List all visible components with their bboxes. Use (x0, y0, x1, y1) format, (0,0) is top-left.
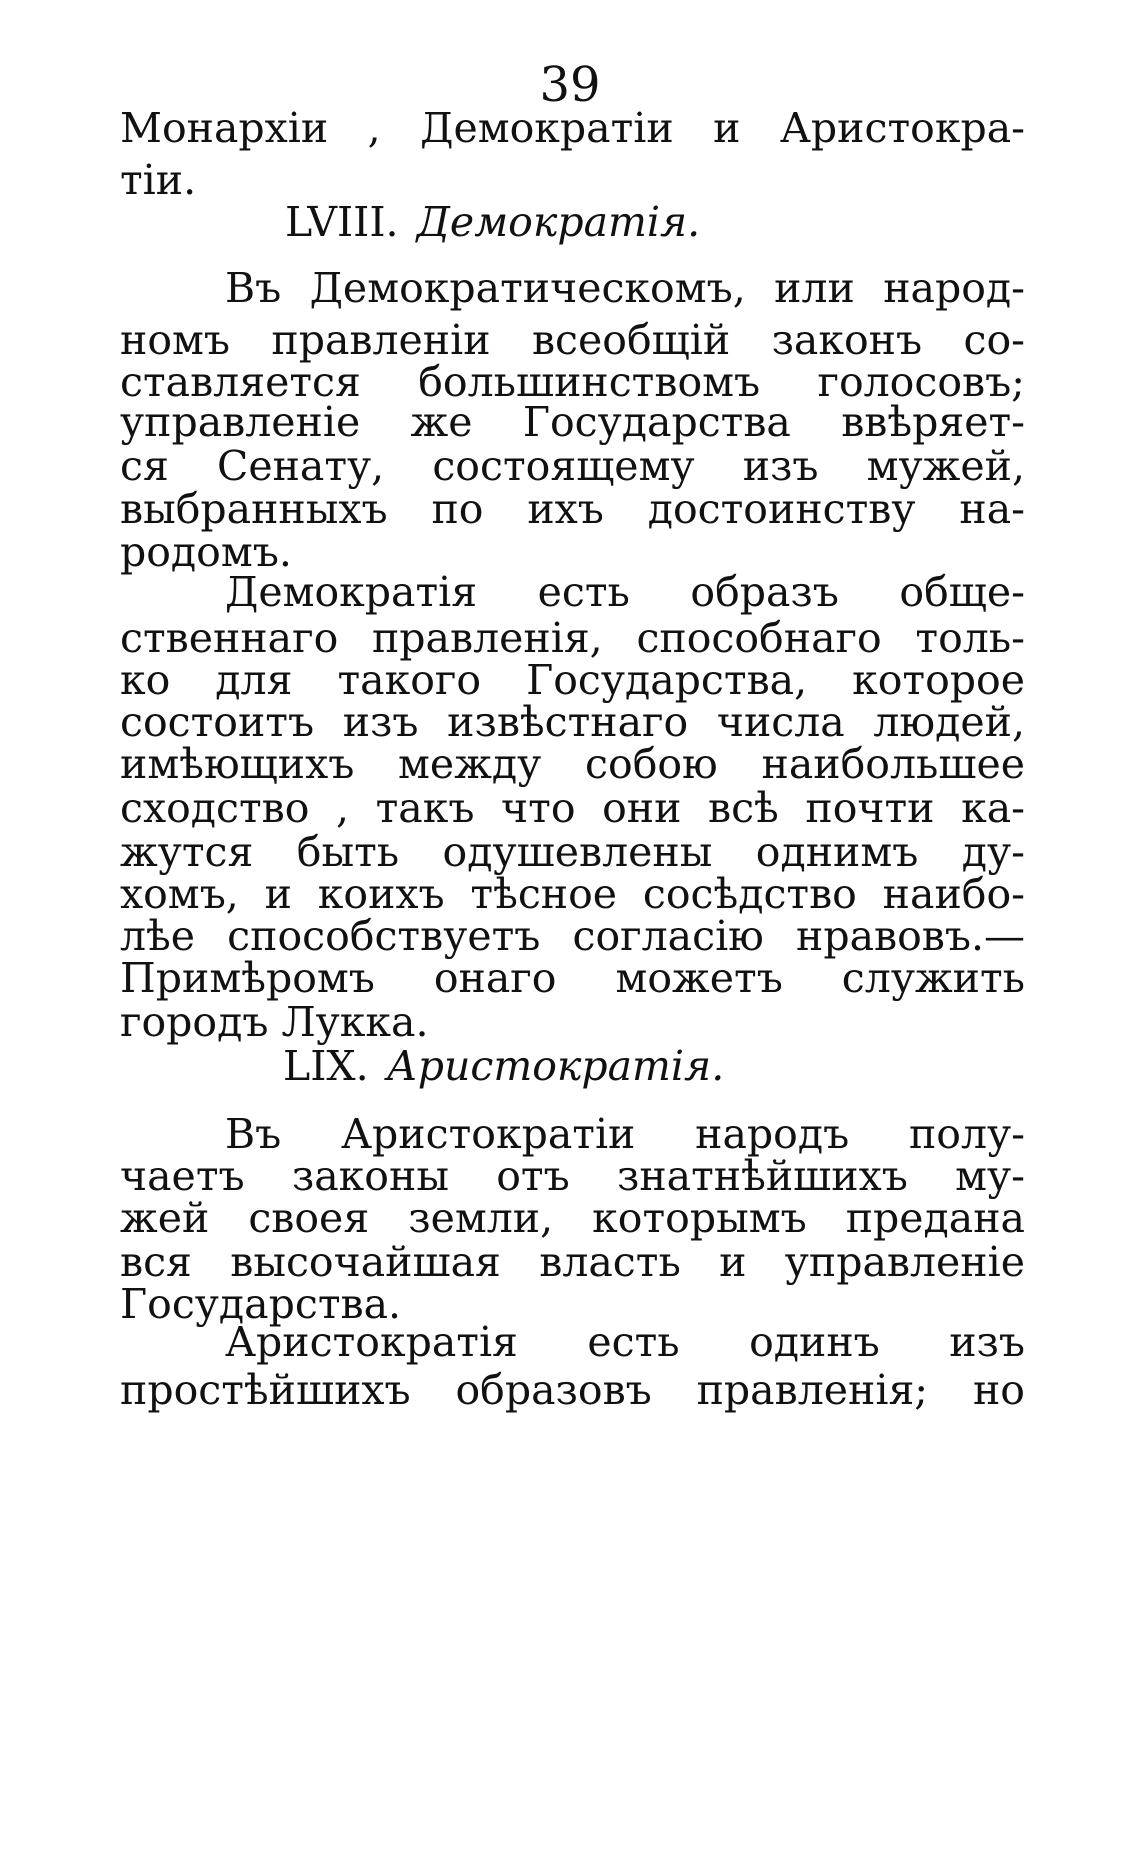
section-number: LVIII. (285, 198, 399, 246)
text-line: Въ Аристократіи народъ полу- (225, 1110, 1025, 1158)
section-title: Демократія. (416, 198, 701, 246)
text-line: вся высочайшая власть и управленіе (120, 1238, 1025, 1286)
page-number: 39 (539, 57, 601, 113)
text-line: управленіе же Государства ввѣряет- (120, 398, 1025, 446)
text-line: родомъ. (120, 528, 292, 576)
text-line: хомъ, и коихъ тѣсное сосѣдство наибо- (120, 870, 1025, 918)
text-line: жутся быть одушевлены однимъ ду- (120, 828, 1025, 876)
text-line: ставляется большинствомъ голосовъ; (120, 358, 1025, 406)
section-heading-lviii (285, 196, 700, 248)
text-line: Демократія есть образъ обще- (225, 568, 1025, 616)
text-line: сходство , такъ что они всѣ почти ка- (120, 784, 1025, 832)
text-line: тіи. (120, 156, 197, 204)
text-line: жей своея земли, которымъ предана (120, 1194, 1025, 1242)
text-line: чаетъ законы отъ знатнѣйшихъ му- (120, 1152, 1025, 1200)
text-line: выбранныхъ по ихъ достоинству на- (120, 485, 1025, 533)
text-line: Въ Демократическомъ, или народ- (225, 264, 1025, 312)
text-line: ственнаго правленія, способнаго толь- (120, 614, 1025, 662)
text-line: Государства. (120, 1280, 402, 1328)
section-heading-lix (283, 1040, 724, 1092)
text-line: состоитъ изъ извѣстнаго числа людей, (120, 698, 1025, 746)
text-line: Примѣромъ онаго можетъ служить (120, 954, 1025, 1002)
text-line: Аристократія есть одинъ изъ (225, 1318, 1025, 1366)
text-line: ко для такого Государства, которое (120, 656, 1025, 704)
text-line: ся Сенату, состоящему изъ мужей, (120, 442, 1025, 490)
section-title: Аристократія. (386, 1042, 725, 1090)
text-line: простѣйшихъ образовъ правленія; но (120, 1366, 1025, 1414)
text-line: лѣе способствуетъ согласію нравовъ.— (120, 912, 1025, 960)
text-line: городъ Лукка. (120, 998, 429, 1046)
text-line: Монархіи , Демократіи и Аристокра- (120, 104, 1025, 152)
section-number: LIX. (283, 1042, 369, 1090)
text-line: имѣющихъ между собою наибольшее (120, 740, 1025, 788)
text-line: номъ правленіи всеобщій законъ со- (120, 316, 1025, 364)
